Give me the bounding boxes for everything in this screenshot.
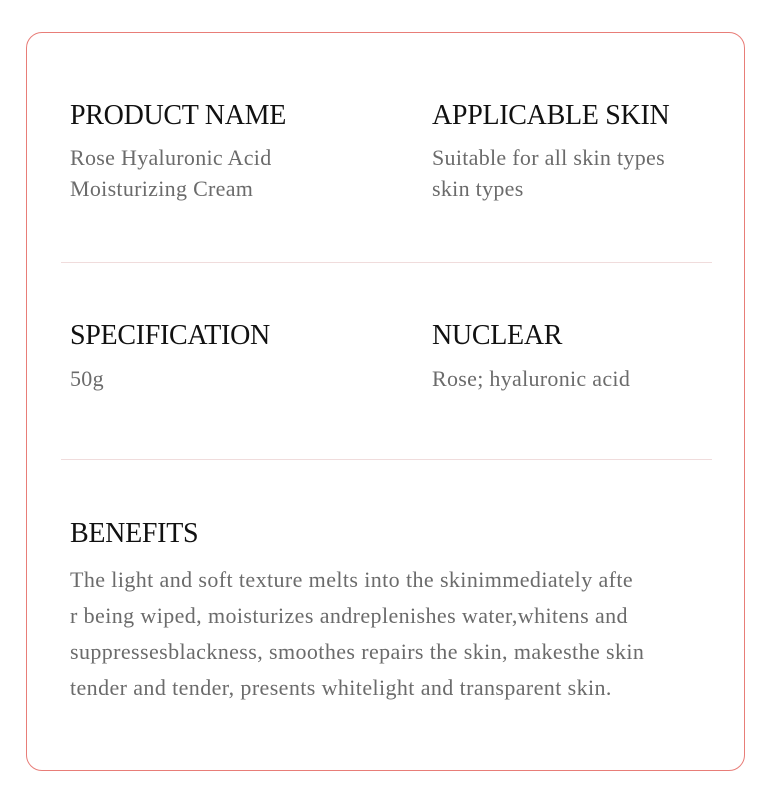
benefits-line: suppressesblackness, smoothes repairs the skin, makesthe skin [70,639,645,664]
product-name-value [70,142,272,204]
product-name-line: Rose Hyaluronic Acid [70,145,272,170]
applicable-skin-line: skin types [432,176,524,201]
product-name-line: Moisturizing Cream [70,176,254,201]
benefits-line: tender and tender, presents whitelight and transparent skin. [70,675,612,700]
section-divider [61,262,712,263]
applicable-skin-value [432,142,665,204]
benefits-line: r being wiped, moisturizes andreplenishes water,whitens and [70,603,628,628]
product-name-heading: PRODUCT NAME [70,100,287,131]
section-divider [61,459,712,460]
specification-value: 50g [70,366,104,391]
nuclear-value: Rose; hyaluronic acid [432,366,631,391]
applicable-skin-line: Suitable for all skin types [432,145,665,170]
benefits-description [70,562,720,706]
specification-heading: SPECIFICATION [70,320,270,351]
benefits-heading: BENEFITS [70,518,199,549]
applicable-skin-heading: APPLICABLE SKIN [432,100,670,131]
nuclear-heading: NUCLEAR [432,320,563,351]
benefits-line: The light and soft texture melts into the skinimmediately afte [70,567,634,592]
